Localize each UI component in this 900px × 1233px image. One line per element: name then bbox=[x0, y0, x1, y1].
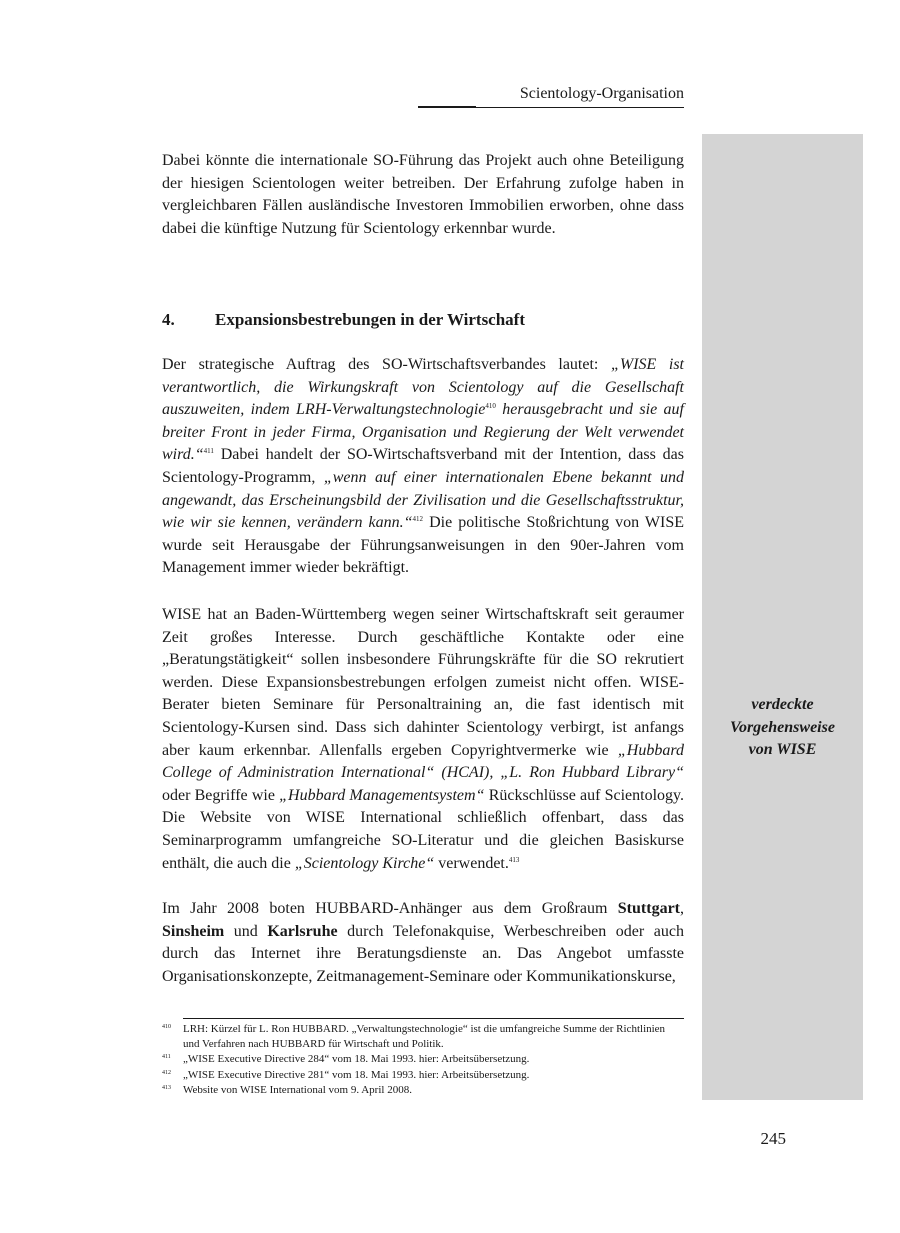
p4-text-1: Im Jahr 2008 boten HUBBARD-Anhänger aus dem Großraum bbox=[162, 900, 618, 917]
paragraph-3 bbox=[162, 604, 684, 875]
p3-quote-2: „Hubbard Managementsystem“ bbox=[279, 786, 485, 804]
footnote-number: 413 bbox=[162, 1084, 171, 1091]
section-title: Expansionsbestrebungen in der Wirtschaft bbox=[215, 310, 526, 329]
footnote-number: 411 bbox=[162, 1054, 171, 1061]
p2-text-1: Der strategische Auftrag des SO-Wirtschaftsverbandes lautet: bbox=[162, 356, 611, 373]
footnote-ref-411: 411 bbox=[203, 447, 214, 456]
footnote-rule bbox=[183, 1018, 684, 1019]
city-stuttgart: Stuttgart bbox=[617, 900, 680, 917]
footnote-412 bbox=[162, 1068, 684, 1083]
p4-text-2: , bbox=[680, 900, 684, 917]
margin-note-line-3: von WISE bbox=[748, 741, 817, 758]
p4-text-3: und bbox=[224, 922, 268, 940]
footnotes bbox=[162, 1022, 684, 1098]
p2-quote-1b: herausgebracht und sie auf breiter Front in jeder Firma, Organisation und Regierung der Welt verwendet wird.“ bbox=[162, 401, 684, 464]
p3-text-3: Rückschlüsse auf Scientology. Die Website von WISE International schließlich offenbart, dass das Seminarprogramm umfangreiche SO-Literatur und die gleichen Basiskurse enthält, die auch die bbox=[162, 786, 685, 872]
page-number: 245 bbox=[760, 1129, 786, 1148]
p3-text-4: verwendet. bbox=[434, 854, 509, 872]
header-rule-thick bbox=[418, 106, 476, 108]
footnote-number: 410 bbox=[162, 1024, 171, 1030]
footnote-ref-413: 413 bbox=[508, 855, 520, 864]
p3-quote-1: „Hubbard College of Administration International“ (HCAI), „L. Ron Hubbard Library“ bbox=[162, 741, 684, 782]
footnote-text: „WISE Executive Directive 284“ vom 18. Mai 1993. hier: Arbeitsübersetzung. bbox=[183, 1053, 530, 1066]
footnote-411 bbox=[162, 1052, 684, 1067]
p3-text-1: WISE hat an Baden-Württemberg wegen seiner Wirtschaftskraft seit geraumer Zeit großes Interesse. Durch geschäftliche Kontakte oder eine „Beratungstätigkeit“ sollen insbesondere Führungskräfte für die SO rekrutiert werden. Diese Expansionsbestrebungen erfolgen zumeist nicht offen. WISE-Berater bieten Seminare für Personaltraining an, die fast identisch mit Scientology-Kursen sind. Dass sich dahinter Scientology verbirgt, ist anfangs aber kaum erkennbar. Allenfalls ergeben Copyrightvermerke wie bbox=[162, 606, 684, 759]
paragraph-4 bbox=[162, 898, 684, 988]
footnote-text: LRH: Kürzel für L. Ron HUBBARD. „Verwaltungstechnologie“ ist die umfangreiche Summe der Richtlinien und Verfahren nach HUBBARD für Wirtschaft und Politik. bbox=[183, 1023, 666, 1051]
city-sinsheim: Sinsheim bbox=[162, 922, 225, 940]
p2-text-3: Die politische Stoßrichtung von WISE wurde seit Herausgabe der Führungsanweisungen in den 90er-Jahren vom Management immer wieder bekräftigt. bbox=[162, 514, 684, 577]
section-heading bbox=[162, 308, 525, 332]
p2-text-2: Dabei handelt der SO-Wirtschaftsverband mit der Intention, dass das Scientology-Programm, bbox=[162, 446, 684, 486]
footnote-ref-410: 410 bbox=[485, 402, 496, 411]
footnote-text: „WISE Executive Directive 281“ vom 18. Mai 1993. hier: Arbeitsübersetzung. bbox=[183, 1068, 530, 1081]
section-number: 4. bbox=[162, 310, 175, 329]
footnote-410 bbox=[162, 1022, 684, 1052]
margin-note-line-1: verdeckte bbox=[751, 696, 814, 713]
margin-note-line-2: Vorgehensweise bbox=[730, 718, 835, 736]
footnote-number: 412 bbox=[162, 1069, 171, 1076]
p2-quote-1a: „WISE ist verantwortlich, die Wirkungskraft von Scientology auf die Gesellschaft auszuweiten, indem LRH-Verwaltungstechnologie bbox=[162, 356, 684, 419]
margin-note bbox=[702, 694, 863, 762]
paragraph-2 bbox=[162, 354, 684, 580]
header-rule-thin bbox=[476, 107, 684, 108]
city-karlsruhe: Karlsruhe bbox=[267, 922, 338, 940]
p4-text-4: durch Telefonakquise, Werbeschreiben oder auch durch das Internet ihre Beratungsdienste an. Das Angebot umfasste Organisationskonzepte, Zeitmanagement-Seminare oder Kommunikationskurse, bbox=[162, 922, 684, 985]
p3-text-2: oder Begriffe wie bbox=[162, 786, 280, 804]
footnote-413 bbox=[162, 1083, 684, 1098]
footnote-text: Website von WISE International vom 9. April 2008. bbox=[183, 1083, 412, 1096]
margin-band bbox=[702, 134, 863, 1100]
paragraph-1: Dabei könnte die internationale SO-Führung das Projekt auch ohne Beteiligung der hiesigen Scientologen weiter betreiben. Der Erfahrung zufolge haben in vergleichbaren Fällen ausländische Investoren Immobilien erworben, ohne dass dabei die künftige Nutzung für Scientology erkennbar wurde. bbox=[162, 152, 684, 237]
p2-quote-2: „wenn auf einer internationalen Ebene bekannt und angewandt, das Erscheinungsbild der Zivilisation und die Gesellschaftsstruktur, wie wir sie kennen, verändern kann.“ bbox=[162, 468, 685, 532]
running-header: Scientology-Organisation bbox=[519, 85, 684, 102]
footnote-ref-412: 412 bbox=[412, 515, 424, 524]
p3-quote-3: „Scientology Kirche“ bbox=[294, 854, 435, 872]
